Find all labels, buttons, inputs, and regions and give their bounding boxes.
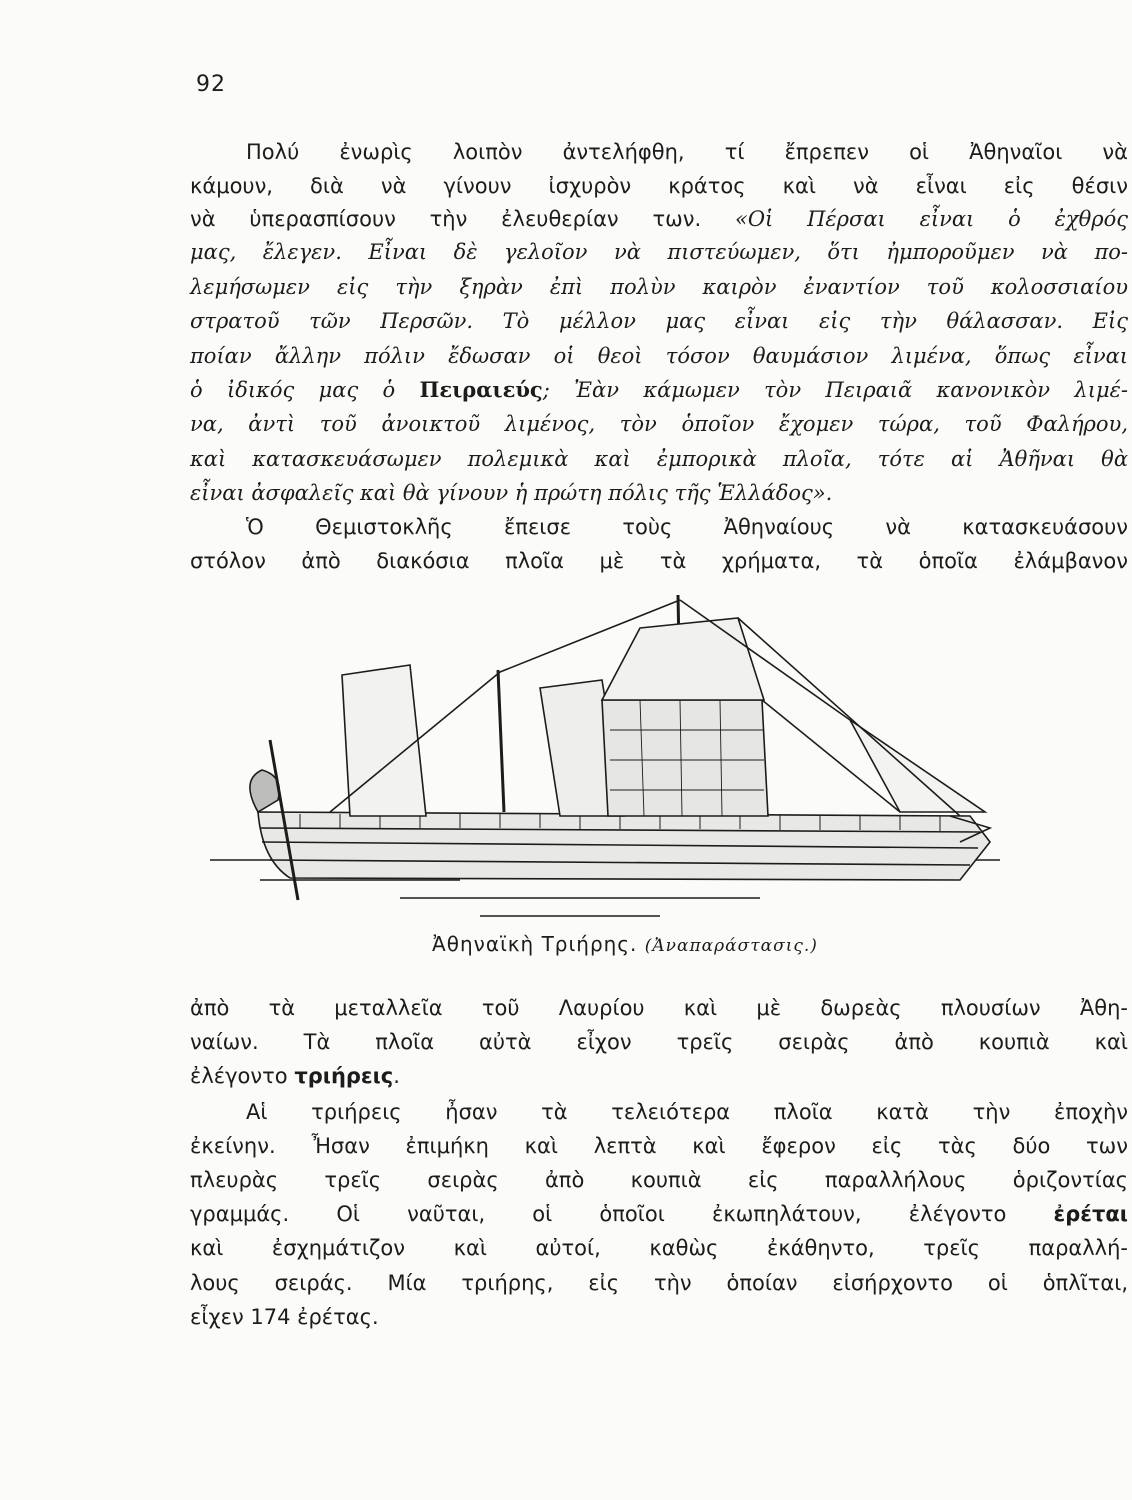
text-line: Αἱ τριήρεις ἦσαν τὰ τελειότερα πλοῖα κατὰ τὴν ἐποχὴν — [246, 1100, 1128, 1124]
text-line — [190, 204, 1128, 234]
eretai-term-bold: ἐρέται — [1053, 1202, 1128, 1226]
text-line: λους σειράς. Μία τριήρης, εἰς τὴν ὁποίαν εἰσήρχοντο οἱ ὁπλῖται, — [190, 1271, 1128, 1295]
caption-title: Ἀθηναϊκὴ Τριήρης. — [432, 932, 638, 956]
text-line: ἀπὸ τὰ μεταλλεῖα τοῦ Λαυρίου καὶ μὲ δωρεὰς πλουσίων Ἀθη- — [190, 996, 1128, 1020]
text-line: ναίων. Τὰ πλοῖα αὐτὰ εἶχον τρεῖς σειρὰς ἀπὸ κουπιὰ καὶ — [190, 1030, 1128, 1054]
caption-subtitle: (Ἀναπαράστασις.) — [644, 936, 818, 956]
text-run: νὰ ὑπερασπίσουν τὴν ἐλευθερίαν των. — [190, 207, 702, 231]
quote-run: ὁ ἰδικός μας ὁ — [190, 378, 396, 402]
text-run: ἐλέγοντο — [190, 1064, 288, 1088]
text-line — [190, 1061, 1128, 1091]
trireme-illustration — [200, 580, 1040, 930]
text-line: καὶ ἐσχημάτιζον καὶ αὐτοί, καθὼς ἐκάθηντο, τρεῖς παραλλή- — [190, 1236, 1128, 1260]
text-line: Ὁ Θεμιστοκλῆς ἔπεισε τοὺς Ἀθηναίους νὰ κατασκευάσουν — [246, 515, 1128, 539]
text-line: στόλον ἀπὸ διακόσια πλοῖα μὲ τὰ χρήματα, τὰ ὁποῖα ἐλάμβανον — [190, 549, 1128, 573]
quote-line: εἶναι ἀσφαλεῖς καὶ θὰ γίνουν ἡ πρώτη πόλις τῆς Ἑλλάδος». — [190, 481, 833, 505]
quote-run: «Οἱ Πέρσαι εἶναι ὁ ἐχθρός — [734, 207, 1128, 231]
quote-run: ; Ἐὰν κάμωμεν τὸν Πειραιᾶ κανονικὸν λιμέ- — [542, 378, 1128, 402]
quote-line — [190, 375, 1128, 405]
quote-line: καὶ κατασκευάσωμεν πολεμικὰ καὶ ἐμπορικὰ πλοῖα, τότε αἱ Ἀθῆναι θὰ — [190, 447, 1128, 471]
quote-line: ποίαν ἄλλην πόλιν ἔδωσαν οἱ θεοὶ τόσον θαυμάσιον λιμένα, ὅπως εἶναι — [190, 344, 1128, 368]
text-line: εἶχεν 174 ἐρέτας. — [190, 1305, 379, 1329]
page-number: 92 — [196, 72, 226, 97]
quote-line: λεμήσωμεν εἰς τὴν ξηρὰν ἐπὶ πολὺν καιρὸν ἐναντίον τοῦ κολοσσιαίου — [190, 275, 1128, 299]
trireme-term-bold: τριήρεις — [294, 1064, 394, 1088]
piraeus-bold: Πειραιεύς — [419, 377, 543, 402]
quote-line: στρατοῦ τῶν Περσῶν. Τὸ μέλλον μας εἶναι εἰς τὴν θάλασσαν. Εἰς — [190, 309, 1128, 333]
text-run: . — [393, 1064, 400, 1088]
text-line: πλευρὰς τρεῖς σειρὰς ἀπὸ κουπιὰ εἰς παραλλήλους ὁριζοντίας — [190, 1168, 1128, 1192]
quote-line: μας, ἔλεγεν. Εἶναι δὲ γελοῖον νὰ πιστεύωμεν, ὅτι ἠμποροῦμεν νὰ πο- — [190, 240, 1128, 264]
text-run: γραμμάς. Οἱ ναῦται, οἱ ὁποῖοι ἐκωπηλάτουν, ἐλέγοντο — [190, 1202, 1007, 1226]
quote-line: να, ἀντὶ τοῦ ἀνοικτοῦ λιμένος, τὸν ὁποῖον ἔχομεν τώρα, τοῦ Φαλήρου, — [190, 412, 1128, 436]
text-line: κάμουν, διὰ νὰ γίνουν ἰσχυρὸν κράτος καὶ νὰ εἶναι εἰς θέσιν — [190, 174, 1128, 198]
figure-caption — [300, 932, 950, 956]
text-line: Πολύ ἐνωρὶς λοιπὸν ἀντελήφθη, τί ἔπρεπεν οἱ Ἀθηναῖοι νὰ — [246, 140, 1128, 164]
text-line: ἐκείνην. Ἦσαν ἐπιμήκη καὶ λεπτὰ καὶ ἔφερον εἰς τὰς δύο των — [190, 1134, 1128, 1158]
text-line — [190, 1199, 1128, 1229]
